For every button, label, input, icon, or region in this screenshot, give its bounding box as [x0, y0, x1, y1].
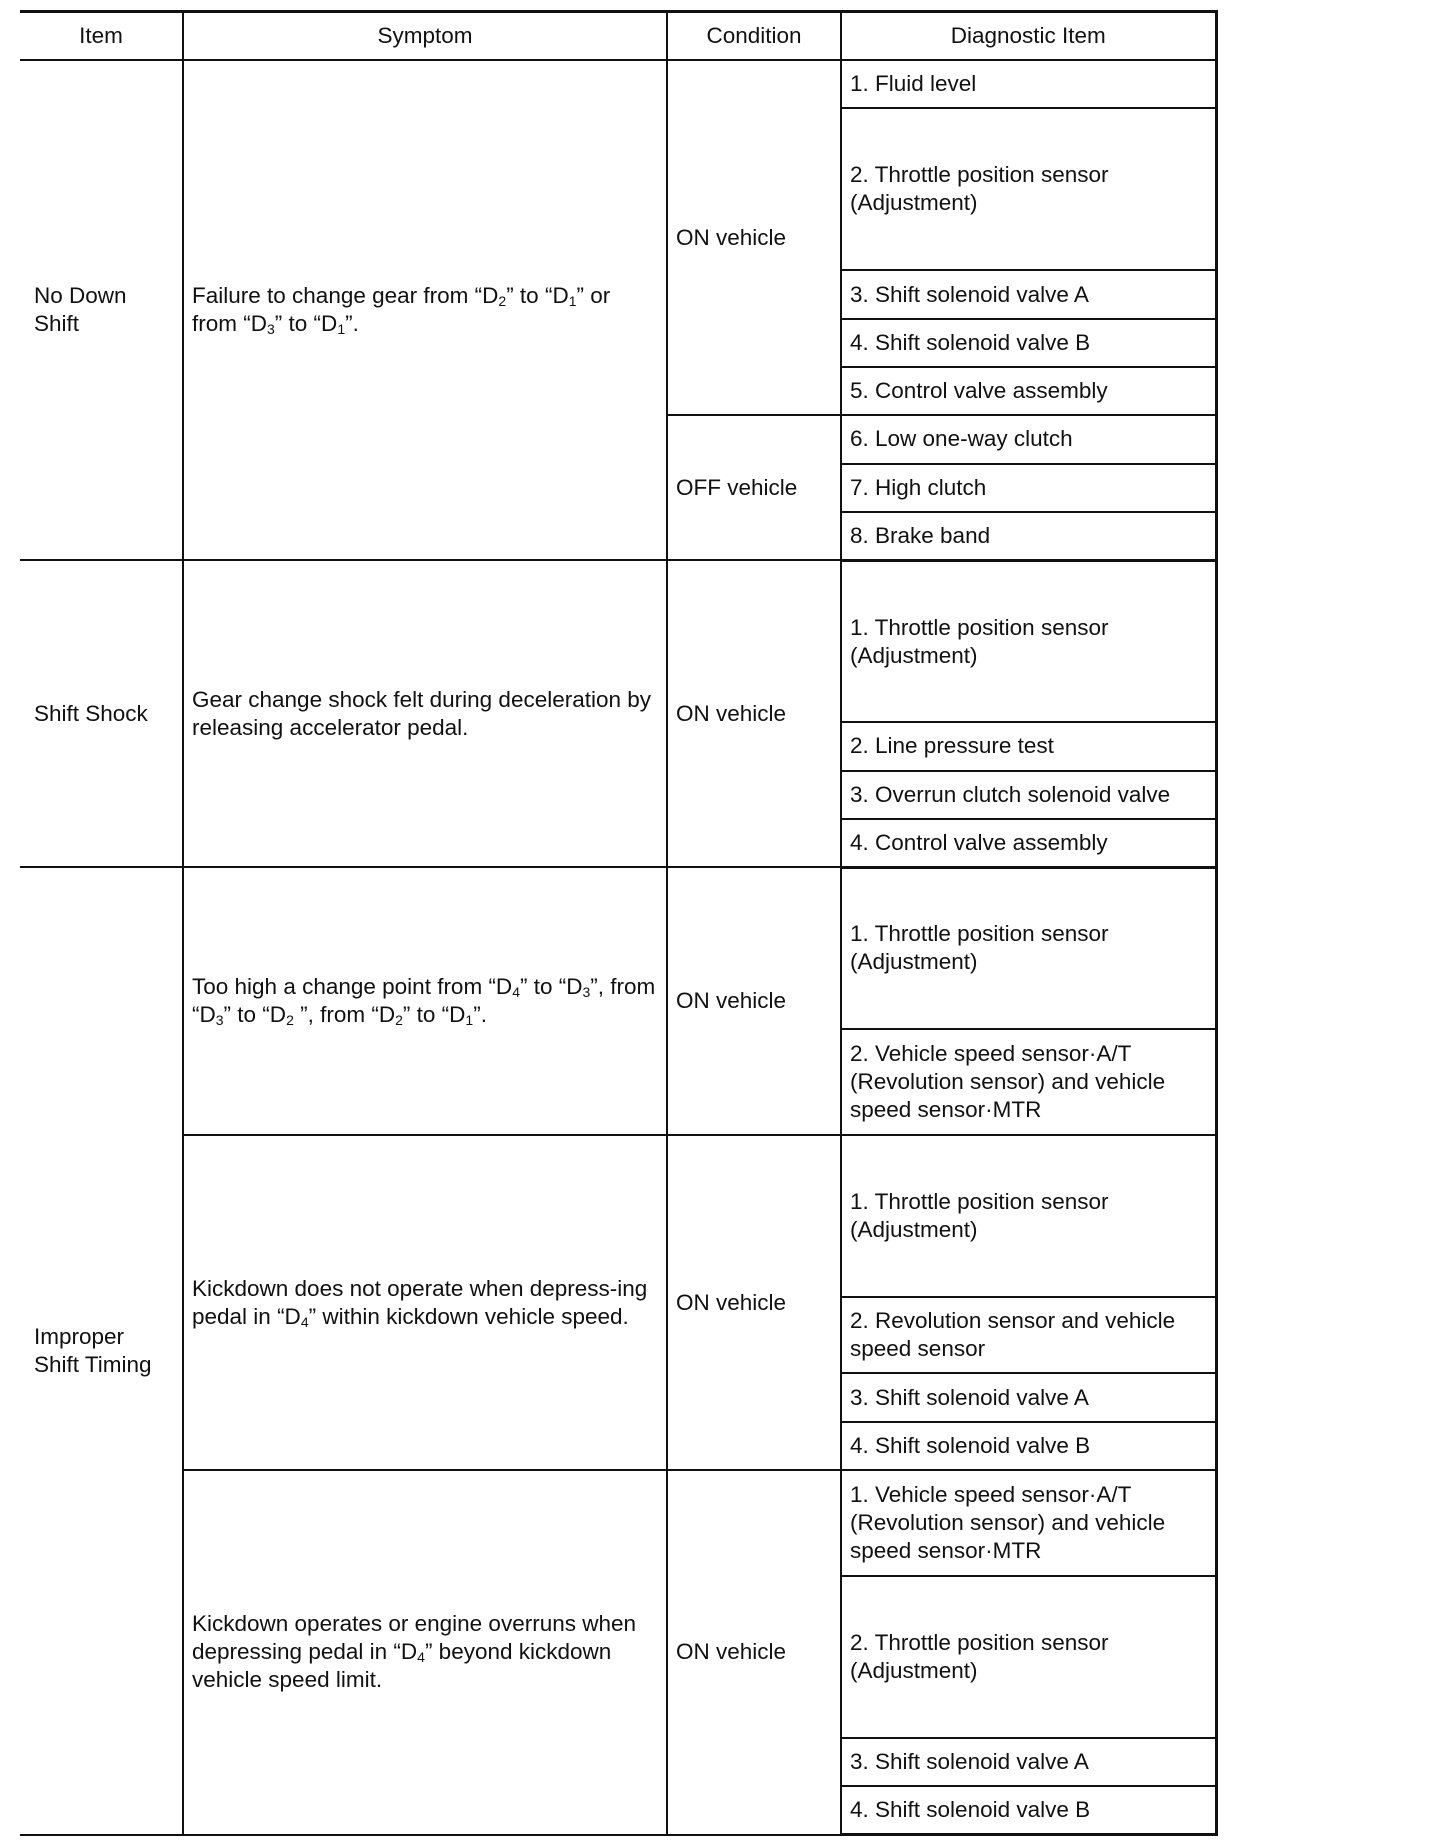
table-row: [20, 1470, 1216, 1576]
diagnostic-item: 4. Control valve assembly: [841, 819, 1216, 867]
diagnostic-item: 2. Revolution sensor and vehicle speed sensor: [841, 1297, 1216, 1373]
header-item: Item: [20, 12, 183, 61]
diagnostic-item: 2. Line pressure test: [841, 722, 1216, 770]
diagnostic-item: 4. Shift solenoid valve B: [841, 1422, 1216, 1470]
header-symptom: Symptom: [183, 12, 667, 61]
diagnostic-item: 2. Throttle position sensor (Adjustment): [841, 108, 1216, 270]
symptom-no-down-shift: Failure to change gear from “$D_2$” to “$D_1$” or from “$D_3$” to “$D_1$”.: [183, 60, 667, 560]
item-improper-shift-timing: Improper Shift Timing: [20, 867, 183, 1834]
diagnostic-item: 1. Throttle position sensor (Adjustment): [841, 867, 1216, 1029]
symptom-kickdown-not-operate: Kickdown does not operate when depress-ing pedal in “$D_4$” within kickdown vehicle speed.: [183, 1135, 667, 1470]
symptom-kickdown-overrun: Kickdown operates or engine overruns when depressing pedal in “$D_4$” beyond kickdown vehicle speed limit.: [183, 1470, 667, 1834]
condition-on-vehicle: ON vehicle: [667, 60, 841, 415]
diagnostic-item: 4. Shift solenoid valve B: [841, 319, 1216, 367]
condition-on-vehicle: ON vehicle: [667, 560, 841, 867]
diagnostic-item: 7. High clutch: [841, 464, 1216, 512]
diagnostic-item: 3. Overrun clutch solenoid valve: [841, 771, 1216, 819]
diagnostic-item: 3. Shift solenoid valve A: [841, 270, 1216, 318]
diagnostic-item: 8. Brake band: [841, 512, 1216, 560]
diagnostic-item: 2. Vehicle speed sensor·A/T (Revolution sensor) and vehicle speed sensor·MTR: [841, 1029, 1216, 1135]
diagnostic-item: 1. Vehicle speed sensor·A/T (Revolution sensor) and vehicle speed sensor·MTR: [841, 1470, 1216, 1576]
condition-on-vehicle: ON vehicle: [667, 867, 841, 1135]
diagnostic-item: 1. Throttle position sensor (Adjustment): [841, 1135, 1216, 1297]
header-diagnostic-item: Diagnostic Item: [841, 12, 1216, 61]
diagnostic-item: 4. Shift solenoid valve B: [841, 1786, 1216, 1834]
diagnostic-table: [20, 10, 1218, 1836]
item-shift-shock: Shift Shock: [20, 560, 183, 867]
table-row: [20, 60, 1216, 108]
condition-off-vehicle: OFF vehicle: [667, 415, 841, 560]
condition-on-vehicle: ON vehicle: [667, 1470, 841, 1834]
header-row: [20, 12, 1216, 61]
diagnostic-item: 6. Low one-way clutch: [841, 415, 1216, 463]
diagnostic-item: 2. Throttle position sensor (Adjustment): [841, 1576, 1216, 1738]
symptom-shift-shock: Gear change shock felt during deceleration by releasing accelerator pedal.: [183, 560, 667, 867]
table-row: [20, 1135, 1216, 1297]
diagnostic-item: 5. Control valve assembly: [841, 367, 1216, 415]
condition-on-vehicle: ON vehicle: [667, 1135, 841, 1470]
diagnostic-item: 3. Shift solenoid valve A: [841, 1738, 1216, 1786]
table-row: [20, 560, 1216, 722]
diagnostic-item: 3. Shift solenoid valve A: [841, 1373, 1216, 1421]
diagnostic-item: 1. Throttle position sensor (Adjustment): [841, 560, 1216, 722]
symptom-change-point: Too high a change point from “$D_4$” to “$D_3$”, from “$D_3$” to “$D_2$ ”, from “$D_2$” to “$D_1$”.: [183, 867, 667, 1135]
item-no-down-shift: No Down Shift: [20, 60, 183, 560]
header-condition: Condition: [667, 12, 841, 61]
diagnostic-item: 1. Fluid level: [841, 60, 1216, 108]
table-row: [20, 867, 1216, 1029]
